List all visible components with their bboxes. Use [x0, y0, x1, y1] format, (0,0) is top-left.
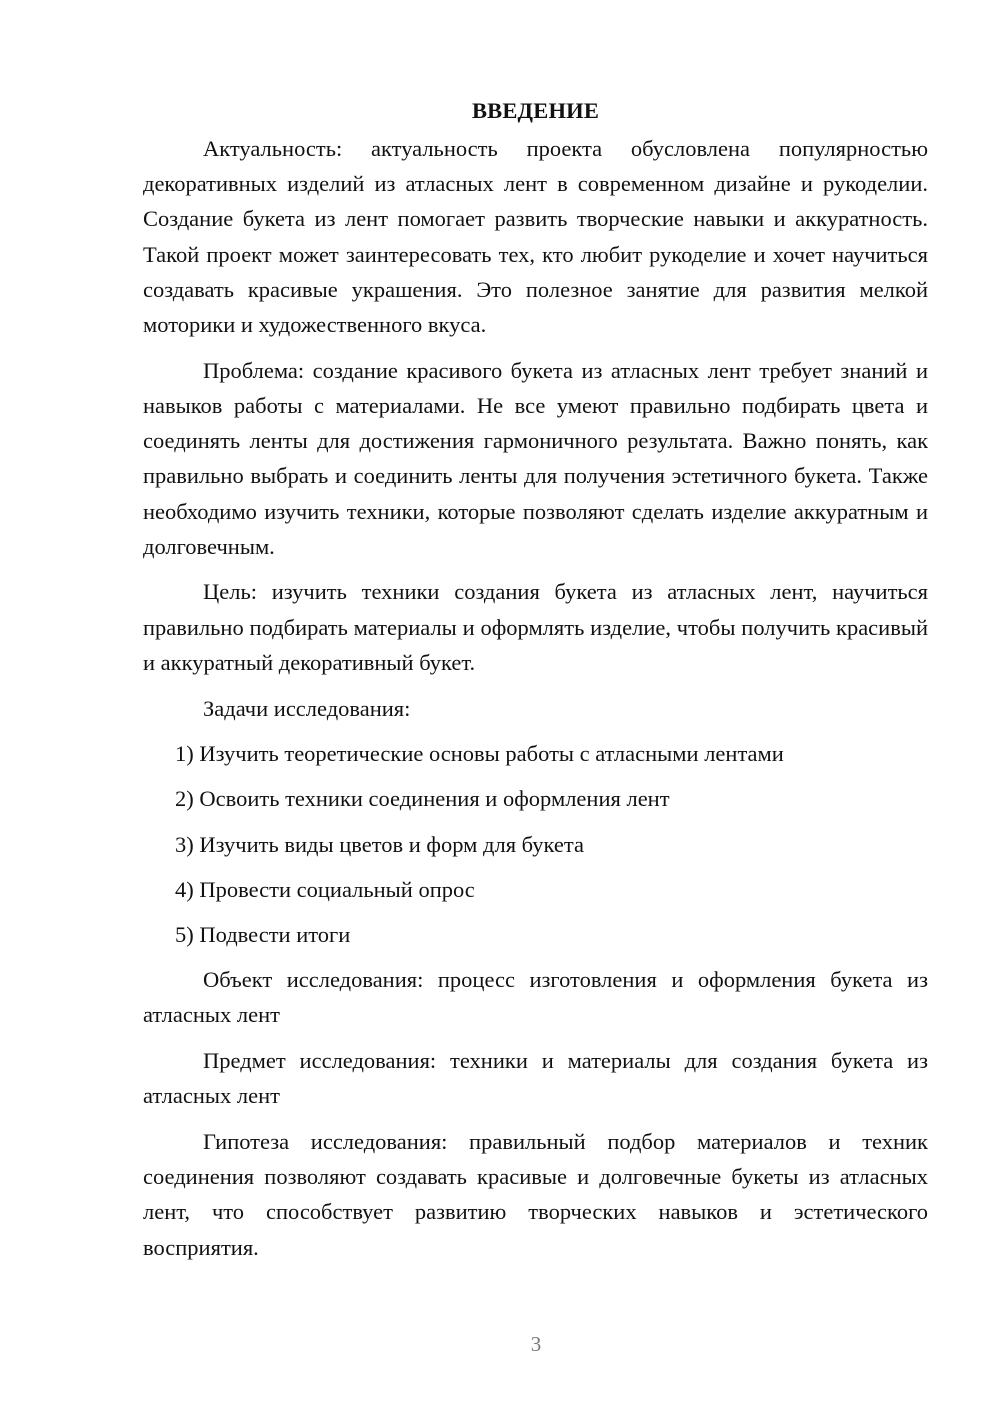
hypothesis-paragraph: Гипотеза исследования: правильный подбор материалов и техник соединения позволяют создавать красивые и долговечные букеты из атласных лент, что способствует развитию творческих навыков и эстетического восприятия. [143, 1129, 928, 1260]
goal-paragraph: Цель: изучить техники создания букета из атласных лент, научиться правильно подбирать материалы и оформлять изделие, чтобы получить красивый и аккуратный декоративный букет. [143, 579, 928, 675]
list-item: 2) Освоить техники соединения и оформления лент [175, 786, 670, 812]
page-content [143, 95, 928, 1275]
list-item: 1) Изучить теоретические основы работы с атласными лентами [175, 741, 784, 767]
list-item: 5) Подвести итоги [175, 922, 351, 948]
subject-paragraph: Предмет исследования: техники и материалы для создания букета из атласных лент [143, 1048, 928, 1109]
list-item: 4) Провести социальный опрос [175, 876, 475, 902]
list-item: 3) Изучить виды цветов и форм для букета [175, 831, 584, 857]
object-paragraph: Объект исследования: процесс изготовления и оформления букета из атласных лент [143, 967, 928, 1028]
relevance-paragraph: Актуальность: актуальность проекта обусловлена популярностью декоративных изделий из атласных лент в современном дизайне и рукоделии. Создание букета из лент помогает развить творческие навыки и аккуратность. Такой проект может заинтересовать тех, кто любит рукоделие и хочет научиться создавать красивые украшения. Это полезное занятие для развития мелкой моторики и художественного вкуса. [143, 136, 928, 338]
page-number: 3 [530, 1332, 542, 1356]
tasks-list [143, 736, 928, 952]
page-heading: ВВЕДЕНИЕ [471, 98, 600, 123]
tasks-title: Задачи исследования: [203, 695, 411, 721]
problem-paragraph: Проблема: создание красивого букета из атласных лент требует знаний и навыков работы с материалами. Не все умеют правильно подбирать цвета и соединять ленты для достижения гармоничного результата. Важно понять, как правильно выбрать и соединить ленты для получения эстетичного букета. Также необходимо изучить техники, которые позволяют сделать изделие аккуратным и долговечным. [143, 357, 928, 559]
